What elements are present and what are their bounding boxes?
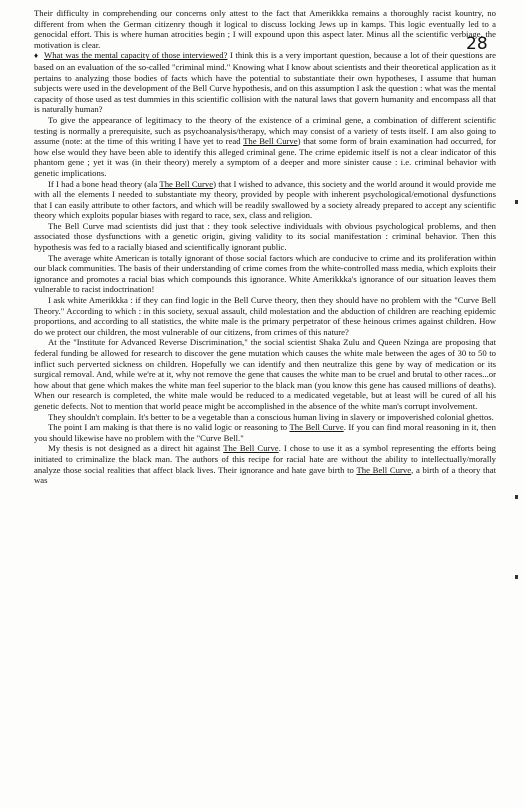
underlined-title: The Bell Curve xyxy=(243,136,298,147)
paragraph xyxy=(34,253,496,295)
body-text xyxy=(34,8,496,486)
paragraph xyxy=(34,412,496,423)
underlined-title: What was the mental capacity of those interviewed? xyxy=(44,50,228,61)
paragraph xyxy=(34,422,496,443)
paragraph-text: To give the appearance of legitimacy to the theory of the existence of a criminal gene, a combination of different scientific testing is normally a prerequisite, such as psychoanalysis/therapy, which may consist of a variety of tests itself. I am also going to assume (note: at the time of this writing I have yet to read xyxy=(34,114,496,147)
margin-speck xyxy=(515,575,518,579)
paragraph xyxy=(34,443,496,485)
paragraph-text: The point I am making is that there is no valid logic or reasoning to xyxy=(48,422,290,433)
bullet-icon: ♦ xyxy=(34,51,39,61)
paragraph xyxy=(34,179,496,221)
page-number: 28 xyxy=(466,34,488,54)
paragraph-text: The Bell Curve mad scientists did just that : they took selective individuals with obvious psychological problems, and then associated those dysfunctions with a genetic origin, giving validity to its social manifestation : criminal behavior. Then this hypothesis was fed to a racially biased and scientifically ignorant public. xyxy=(34,220,496,253)
paragraph xyxy=(34,115,496,179)
underlined-title: The Bell Curve xyxy=(289,422,344,433)
paragraph-text: I ask white Amerikkka : if they can find logic in the Bell Curve theory, then they should have no problem with the "Curve Bell Theory." According to which : in this society, sexual assault, child molestation and the abduction of children are reaching epidemic proportions, and according to all statistics, the white male is the primary perpetrator of these heinous crimes against children. How do we protect our children, the most vulnerable of our citizens, from crimes of this nature? xyxy=(34,295,496,337)
paragraph-text: Their difficulty in comprehending our concerns only attest to the fact that Amerikkka remains a thoroughly racist kountry, no different from when the German citizenry though it logical to discuss locking Jews up in kamps. This logic eventually led to a genocidal effort. This is where human atrocities begin ; I will expound upon this aspect later. Minus all the scientific verbiage, the motivation is clear. xyxy=(34,8,496,50)
paragraph-text: If I had a bone head theory (ala xyxy=(48,178,160,189)
paragraph-text: , a birth of a theory that was xyxy=(34,464,497,486)
paragraph xyxy=(34,337,496,411)
underlined-title: The Bell Curve xyxy=(223,443,279,454)
underlined-title: The Bell Curve xyxy=(159,178,214,189)
paragraph-text: I think this is a very important question, because a lot of their questions are based on an evaluation of the so-called "criminal mind." Knowing what I know about scientists and their theoretical application as it pertains to analyzing those bodies of facts which have the potential to substantiate their own hypotheses, I assume that human subjects were used in the development of the Bell Curve hypothesis, and on this assumption I ask the question : what was the mental capacity of those used as test dummies in this scientific collision with the natural laws that govern humanity and encompass all that is naturally human? xyxy=(34,50,496,115)
underlined-title: The Bell Curve xyxy=(356,464,412,475)
paragraph xyxy=(34,8,496,50)
paragraph-text: The average white American is totally ignorant of those social factors which are conducive to crime and its proliferation within our black communities. The basis of their understanding of crime comes from the white-controlled mass media, which exploits their ignorance and promotes a racial bias which compounds this ignorance. White Amerikkka's ignorance of our situation leaves them vulnerable to racist indoctrination! xyxy=(34,252,496,295)
paragraph-text: . I chose to use it as a symbol representing the efforts being initiated to criminalize the black man. The authors of this recipe for racial hate are without the ability to intellectually/morally analyze those social realities that affect black lives. Their ignorance and hate gave birth to xyxy=(34,443,497,475)
margin-speck xyxy=(515,200,518,204)
paragraph-text: At the "Institute for Advanced Reverse Discrimination," the social scientist Shaka Zulu and Queen Nzinga are proposing that federal funding be allowed for research to discover the gene mutation which causes the white male between the ages of 30 to 50 to inflict such perverted sickness on children. Hopefully we can identify and then neutralize this gene by way of medication or its surgical removal. And, while we're at it, why not remove the gene that causes the white man to be cruel and brutal to other races...or how about that gene which makes the white man feel superior to the black man (you know this gene has caused millions of deaths). When our research is completed, the white male would be reduced to a medicated vegetable, but at least will be cured of all his genetic defects. Not to mention that world peace might be accomplished in the absence of the white man's corrupt involvement. xyxy=(34,337,496,411)
paragraph xyxy=(34,221,496,253)
paragraph-text: My thesis is not designed as a direct hit against xyxy=(48,443,224,454)
paragraph-text: ) that I wished to advance, this society and the world around it would provide me with all the elements I needed to substantiate my theory, provided by people with inherent psychological/emotional dysfunctions that I can easily attribute to other factors, and which will be readily swallowed by a society already prepared to accept any scientific theory which exploits popular biases with regard to race, sex, class and religion. xyxy=(34,178,497,221)
paragraph xyxy=(34,295,496,337)
paragraph-text: They shouldn't complain. It's better to be a vegetable than a conscious human living in slavery or impoverished colonial ghettos. xyxy=(48,411,494,422)
margin-speck xyxy=(515,495,518,499)
paragraph xyxy=(34,50,496,115)
paragraph-text: . If you can find moral reasoning in it, then you should likewise have no problem with the "Curve Bell." xyxy=(34,422,496,443)
paragraph-text: ) that some form of brain examination had occurred, for how else would they have been able to identify this alleged criminal gene. The crime epidemic itself is not a clear indicator of this phantom gene ; yet it was (in their theory) merely a symptom of a deeper and more sinister cause : i.e. criminal behavior with genetic implications. xyxy=(34,136,496,178)
